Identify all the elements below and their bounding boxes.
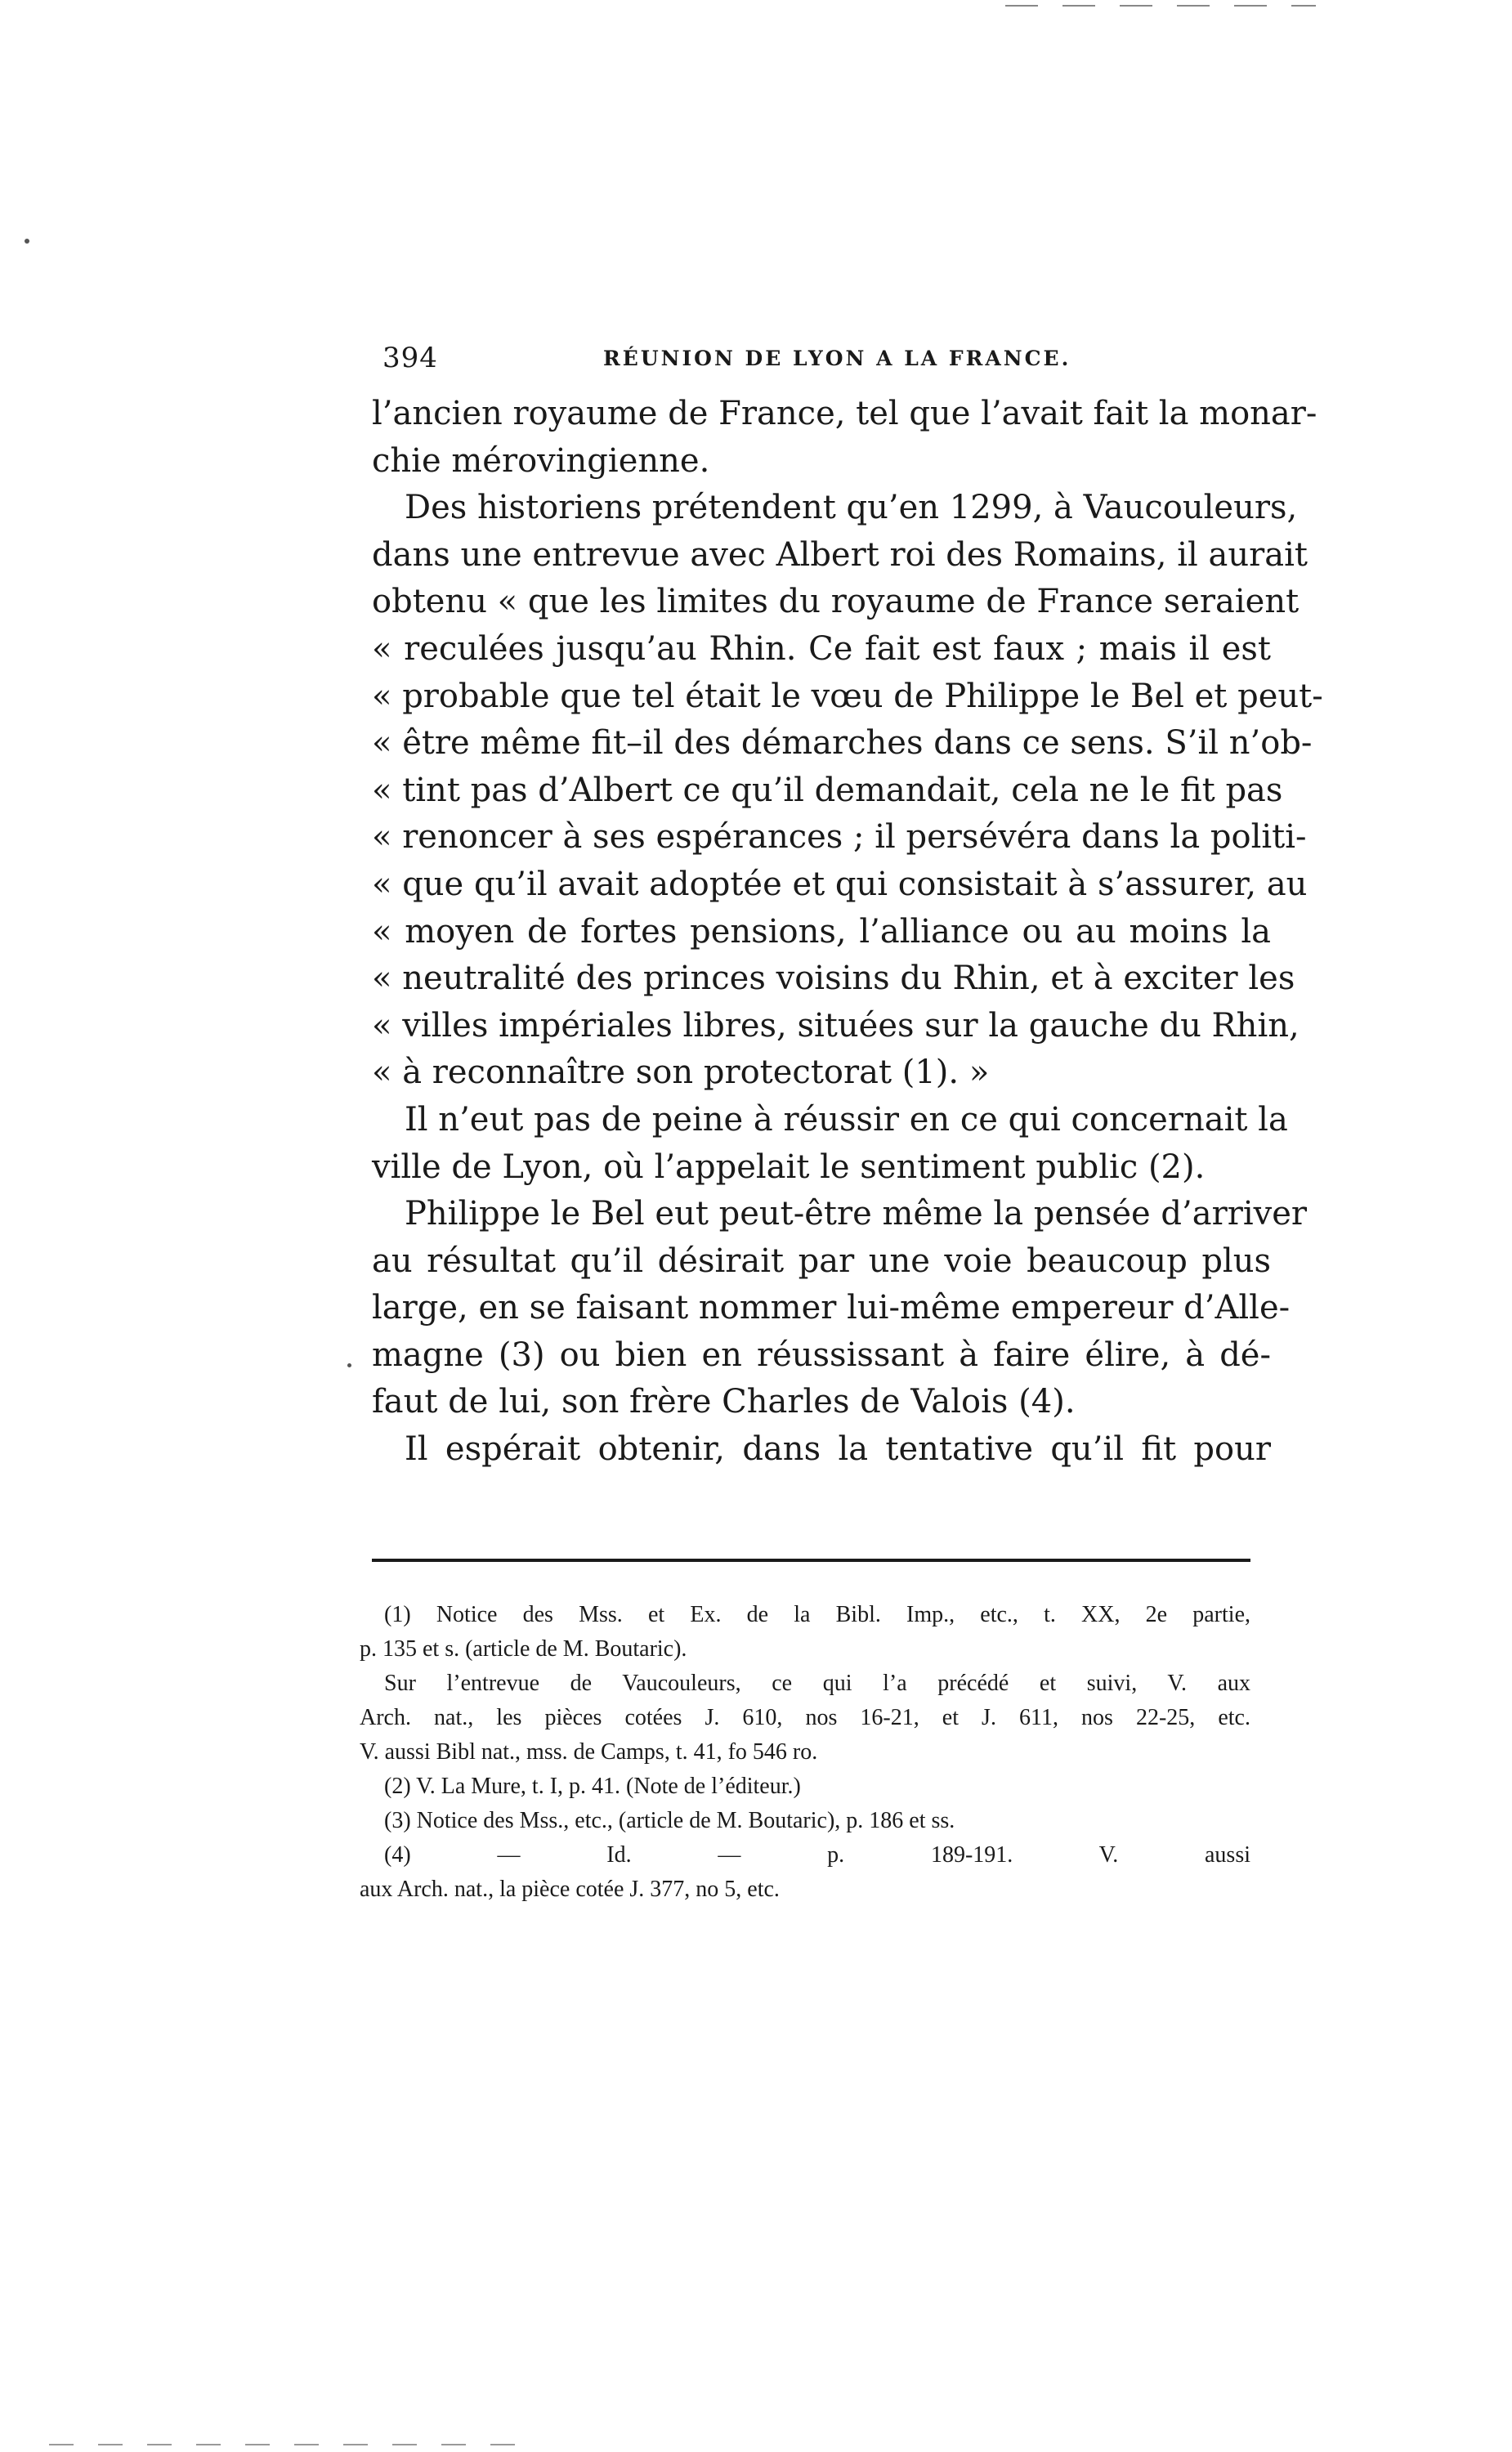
scan-mark-top (1005, 5, 1316, 7)
running-head: RÉUNION DE LYON A LA FRANCE. (603, 347, 1071, 370)
text-line: dans une entrevue avec Albert roi des Romains, il aurait (372, 535, 1308, 574)
main-text (372, 391, 1323, 1474)
text-line: Il n’eut pas de peine à réussir en ce qui concernait la (405, 1100, 1288, 1139)
footnote-line: p. 135 et s. (article de M. Boutaric). (360, 1636, 687, 1662)
footnote-line: (3) Notice des Mss., etc., (article de M. Boutaric), p. 186 et ss. (384, 1808, 955, 1833)
footnote-line: (1) Notice des Mss. et Ex. de la Bibl. Imp., etc., t. XX, 2e partie, (384, 1602, 1250, 1627)
text-line: large, en se faisant nommer lui-même empereur d’Alle- (372, 1289, 1291, 1327)
text-line: ville de Lyon, où l’appelait le sentiment public (2). (372, 1148, 1206, 1186)
text-line: chie mérovingienne. (372, 441, 710, 480)
footnote-line: aux Arch. nat., la pièce cotée J. 377, no 5, etc. (360, 1877, 780, 1902)
scan-speck (25, 239, 29, 244)
scan-speck (347, 1363, 351, 1367)
footnote-line: (2) V. La Mure, t. I, p. 41. (Note de l’éditeur.) (384, 1774, 801, 1799)
text-line: au résultat qu’il désirait par une voie beaucoup plus (372, 1242, 1271, 1280)
text-line: Philippe le Bel eut peut-être même la pensée d’arriver (405, 1195, 1308, 1233)
text-line: « que qu’il avait adoptée et qui consistait à s’assurer, au (372, 865, 1308, 903)
text-line: « reculées jusqu’au Rhin. Ce fait est faux ; mais il est (372, 629, 1271, 668)
text-line: « à reconnaître son protectorat (1). » (372, 1054, 990, 1092)
text-line: « être même fit–il des démarches dans ce sens. S’il n’ob- (372, 724, 1313, 763)
text-line: obtenu « que les limites du royaume de France seraient (372, 583, 1300, 621)
text-line: « moyen de fortes pensions, l’alliance ou au moins la (372, 912, 1271, 951)
page-number: 394 (382, 342, 438, 374)
text-line: « villes impériales libres, situées sur la gauche du Rhin, (372, 1006, 1300, 1045)
text-line: l’ancien royaume de France, tel que l’avait fait la monar- (372, 395, 1317, 432)
text-line: Des historiens prétendent qu’en 1299, à Vaucouleurs, (405, 489, 1298, 527)
text-line: « probable que tel était le vœu de Philippe le Bel et peut- (372, 677, 1323, 715)
footnote-rule (372, 1559, 1250, 1562)
text-line: « neutralité des princes voisins du Rhin, et à exciter les (372, 960, 1295, 998)
text-line: magne (3) ou bien en réussissant à faire élire, à dé- (372, 1336, 1271, 1374)
text-line: « tint pas d’Albert ce qu’il demandait, cela ne le fit pas (372, 771, 1283, 809)
footnote-line: Sur l’entrevue de Vaucouleurs, ce qui l’a précédé et suivi, V. aux (384, 1671, 1250, 1696)
footnote-line: Arch. nat., les pièces cotées J. 610, nos 16-21, et J. 611, nos 22-25, etc. (360, 1705, 1250, 1730)
footnote-line: (4) — Id. — p. 189-191. V. aussi (384, 1842, 1250, 1868)
scan-mark-bottom (49, 2444, 539, 2445)
text-line: « renoncer à ses espérances ; il persévéra dans la politi- (372, 818, 1307, 857)
page-header (382, 342, 1306, 383)
text-line: Il espérait obtenir, dans la tentative qu’il fit pour (405, 1430, 1271, 1469)
footnotes (360, 1598, 1250, 1907)
footnote-line: V. aussi Bibl nat., mss. de Camps, t. 41, fo 546 ro. (360, 1739, 818, 1765)
text-line: faut de lui, son frère Charles de Valois (4). (372, 1383, 1076, 1421)
